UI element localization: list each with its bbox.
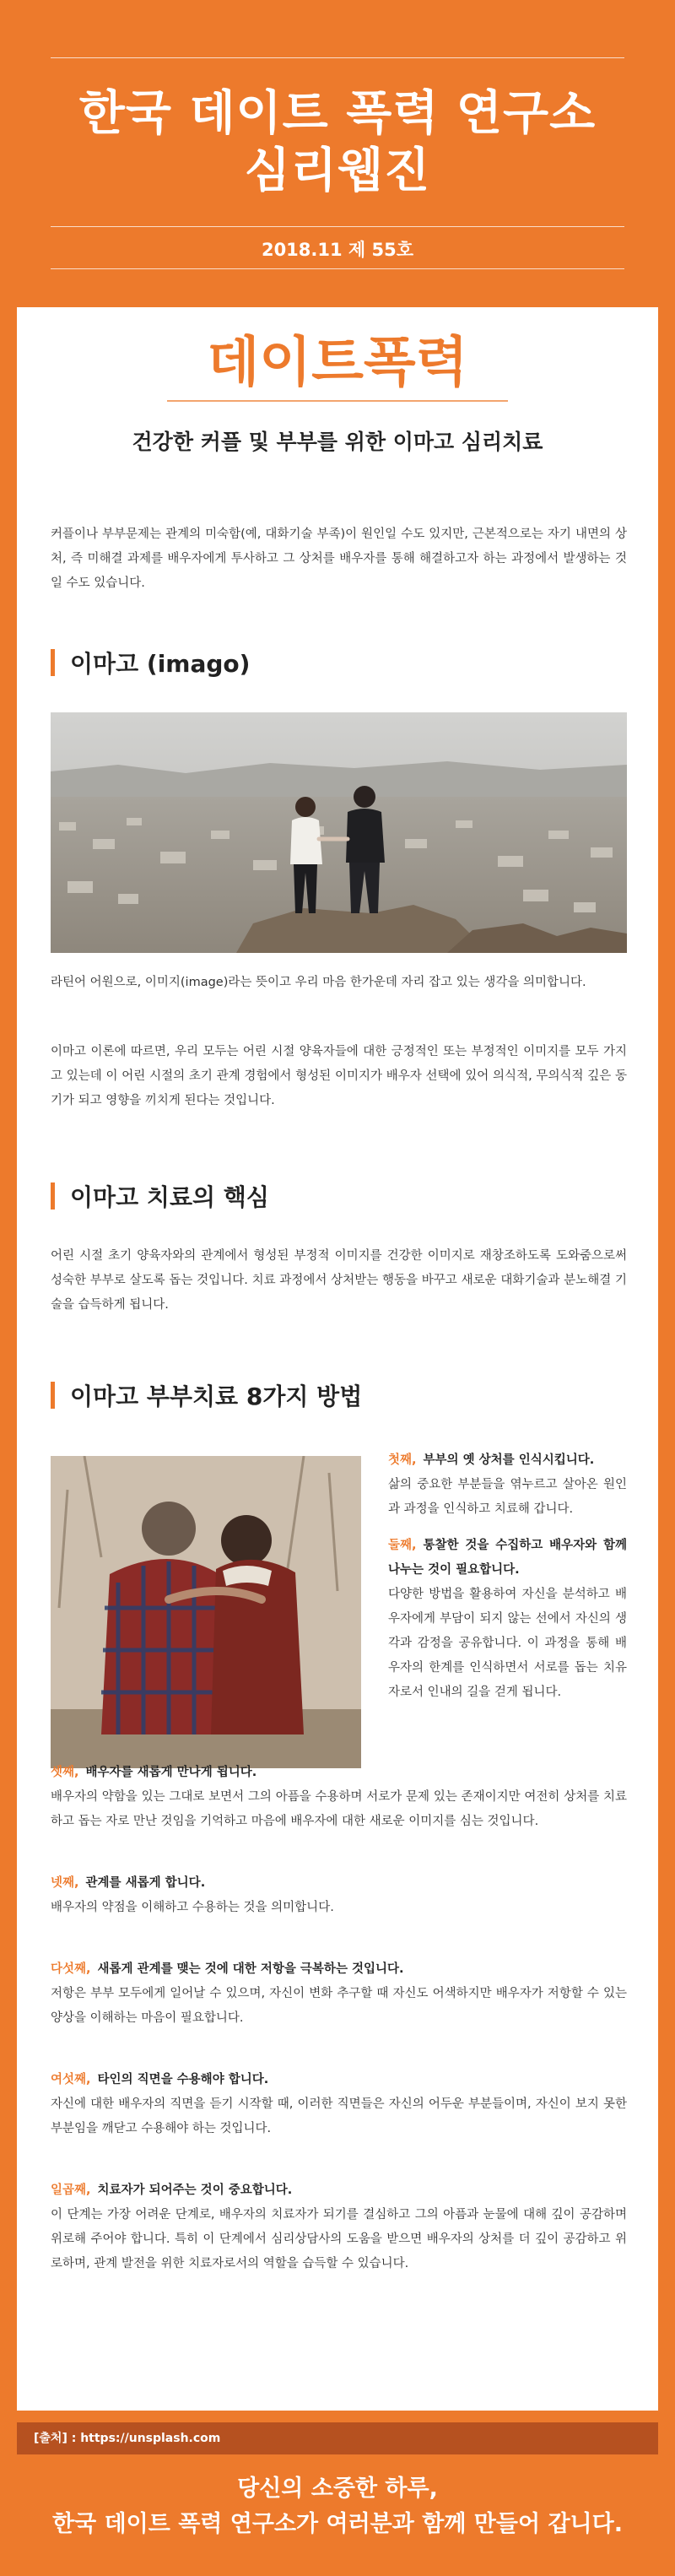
couple-city-photo — [51, 712, 627, 953]
steps-bottom-column — [51, 1761, 627, 2314]
issue-number: 2018.11 제 55호 — [261, 240, 414, 260]
step-ordinal: 둘째, — [388, 1539, 417, 1552]
imago-paragraph-1: 라틴어 어원으로, 이미지(image)라는 뜻이고 우리 마음 한가운데 자리 잡고 있는 생각을 의미합니다. — [51, 976, 586, 989]
footer-message — [0, 2471, 675, 2542]
step-item — [388, 1534, 627, 1705]
footer-line1: 당신의 소중한 하루, — [237, 2476, 438, 2502]
section-heading-text: 이마고 치료의 핵심 — [70, 1183, 269, 1211]
footer-line2: 한국 데이트 폭력 연구소가 여러분과 함께 만들어 갑니다. — [52, 2511, 623, 2537]
header-title-line2: 심리웹진 — [244, 143, 431, 198]
article-subtitle: 건강한 커플 및 부부를 위한 이마고 심리치료 — [132, 430, 543, 454]
steps-right-column — [388, 1448, 627, 1717]
step-title: 부부의 옛 상처를 인식시킵니다. — [423, 1453, 595, 1467]
heading-accent-bar — [51, 649, 55, 676]
imago-paragraph-2: 이마고 이론에 따르면, 우리 모두는 어린 시절 양육자들에 대한 긍정적인 또는 부정적인 이미지를 모두 가지고 있는데 이 어린 시절의 초기 관계 경험에서 형성된 이미지가 배우자 선택에 있어 의식적, 무의식적 깊은 동기가 되고 영향을 끼치게 된다는 것입니다. — [51, 1045, 627, 1107]
heading-accent-bar — [51, 1182, 55, 1210]
header-top-rule — [51, 57, 624, 58]
step-body: 삶의 중요한 부분들을 엮누르고 살아온 원인과 과정을 인식하고 치료해 갑니다. — [388, 1478, 627, 1516]
step-ordinal: 일곱째, — [51, 2184, 91, 2197]
step-title: 새롭게 관계를 맺는 것에 대한 저항을 극복하는 것입니다. — [97, 1962, 404, 1976]
section-heading-methods — [51, 1381, 362, 1410]
step-body: 이 단계는 가장 어려운 단계로, 배우자의 치료자가 되기를 결심하고 그의 아픔과 눈물에 대해 깊이 공감하며 위로해 주어야 합니다. 특히 이 단계에서 심리상담사의 도움을 받으면 배우자의 상처를 더 깊이 공감하고 위로하며, 관계 발전을 위한 치료자로서의 역할을 습득할 수 있습니다. — [51, 2208, 627, 2270]
step-title: 관계를 새롭게 합니다. — [85, 1876, 206, 1890]
step-body: 다양한 방법을 활용하여 자신을 분석하고 배우자에게 부담이 되지 않는 선에서 자신의 생각과 감정을 공유합니다. 이 과정을 통해 배우자의 한계를 인식하면서 서로를 돕는 치유자로서 인내의 길을 걷게 됩니다. — [388, 1588, 627, 1699]
step-item — [51, 2068, 627, 2141]
intro-paragraph: 커플이나 부부문제는 관계의 미숙함(예, 대화기술 부족)이 원인일 수도 있지만, 근본적으로는 자기 내면의 상처, 즉 미해결 과제를 배우자에게 투사하고 그 상처를 배우자를 통해 해결하고자 하는 과정에서 발생하는 것일 수도 있습니다. — [51, 528, 627, 590]
step-title: 치료자가 되어주는 것이 중요합니다. — [97, 2184, 293, 2197]
section-heading-text: 이마고 (imago) — [70, 650, 251, 678]
step-body: 자신에 대한 배우자의 직면을 듣기 시작할 때, 이러한 직면들은 자신의 어두운 부분들이며, 자신이 보지 못한 부분임을 깨닫고 수용해야 하는 것입니다. — [51, 2097, 627, 2135]
section-heading-core — [51, 1182, 269, 1210]
couple-embrace-photo — [51, 1456, 361, 1768]
step-item — [51, 1871, 627, 1920]
source-credit: [출처] : https://unsplash.com — [17, 2422, 658, 2454]
step-title: 배우자를 새롭게 만나게 됩니다. — [85, 1766, 257, 1779]
step-ordinal: 넷째, — [51, 1876, 79, 1890]
article-main-title: 데이트폭력 — [207, 332, 468, 394]
core-paragraph: 어린 시절 초기 양육자와의 관계에서 형성된 부정적 이미지를 건강한 이미지로 재창조하도록 도와줌으로써 성숙한 부부로 살도록 돕는 것입니다. 치료 과정에서 상처받는 행동을 바꾸고 새로운 대화기술과 분노해결 기술을 습득하게 됩니다. — [51, 1249, 627, 1312]
step-ordinal: 여섯째, — [51, 2073, 91, 2086]
step-body: 배우자의 약함을 있는 그대로 보면서 그의 아픔을 수용하며 서로가 문제 있는 존재이지만 여전히 상처를 치료하고 돕는 자로 만난 것임을 기억하고 마음에 배우자에 대한 새로운 이미지를 심는 것입니다. — [51, 1790, 627, 1828]
webzine-header — [0, 0, 675, 300]
header-bottom-rule — [51, 268, 624, 269]
step-title: 타인의 직면을 수용해야 합니다. — [97, 2073, 269, 2086]
step-item — [51, 1761, 627, 1834]
section-heading-text: 이마고 부부치료 8가지 방법 — [70, 1383, 363, 1410]
step-item — [388, 1448, 627, 1522]
step-ordinal: 셋째, — [51, 1766, 79, 1779]
header-title-line1: 한국 데이트 폭력 연구소 — [78, 86, 597, 141]
step-body: 저항은 부부 모두에게 일어날 수 있으며, 자신이 변화 추구할 때 자신도 어색하지만 배우자가 저항할 수 있는 양상을 이해하는 마음이 필요합니다. — [51, 1987, 627, 2025]
step-title: 통찰한 것을 수집하고 배우자와 함께 나누는 것이 필요합니다. — [388, 1539, 627, 1577]
header-middle-rule — [51, 226, 624, 227]
step-ordinal: 다섯째, — [51, 1962, 91, 1976]
step-body: 배우자의 약점을 이해하고 수용하는 것을 의미합니다. — [51, 1901, 334, 1914]
article-card — [17, 307, 658, 2411]
title-underline — [167, 400, 508, 402]
section-heading-imago — [51, 648, 250, 677]
heading-accent-bar — [51, 1382, 55, 1409]
step-item — [51, 1957, 627, 2031]
step-ordinal: 첫째, — [388, 1453, 417, 1467]
step-item — [51, 2178, 627, 2276]
